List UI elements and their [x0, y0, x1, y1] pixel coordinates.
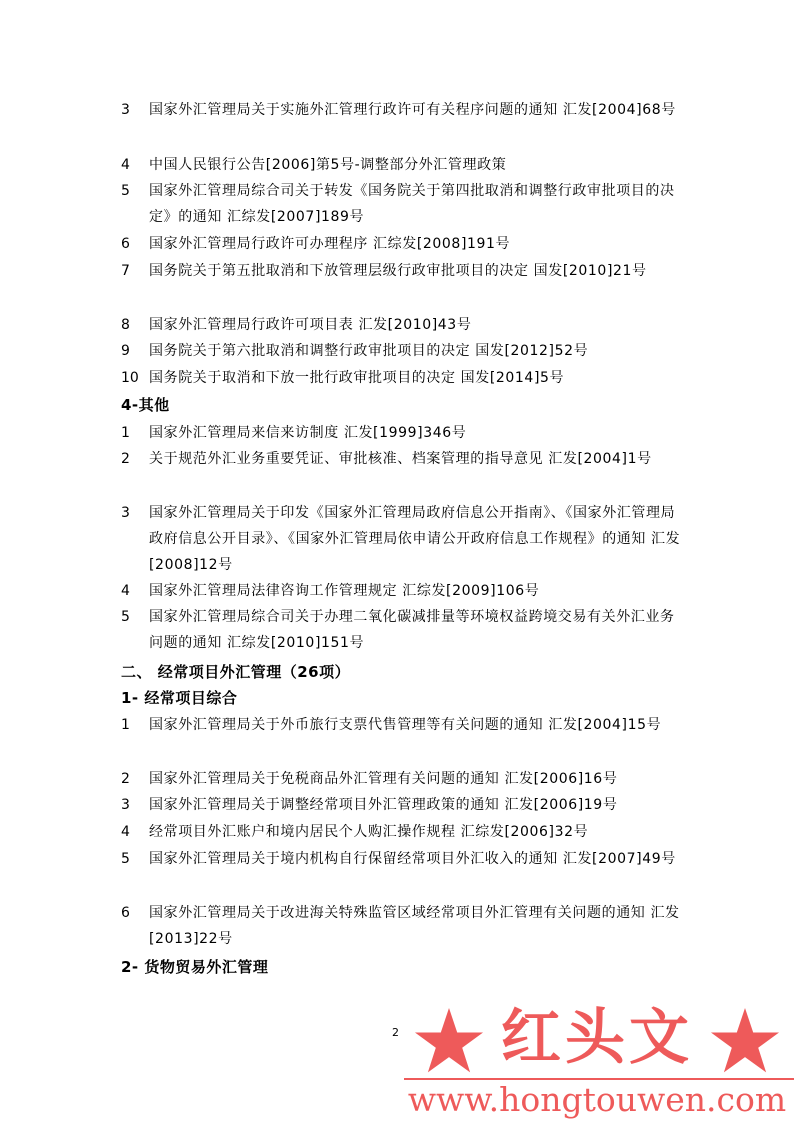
item-number: 6	[121, 905, 130, 921]
item-text: 国家外汇管理局关于改进海关特殊监管区域经常项目外汇管理有关问题的通知 汇发[2013]22号	[149, 905, 680, 947]
list-item	[121, 578, 681, 604]
item-text: 国家外汇管理局法律咨询工作管理规定 汇综发[2009]106号	[149, 583, 540, 599]
list-item	[121, 712, 681, 738]
item-text: 经常项目外汇账户和境内居民个人购汇操作规程 汇综发[2006]32号	[149, 824, 589, 840]
list-item	[121, 846, 681, 872]
watermark-title: 红头文	[501, 1003, 693, 1073]
watermark-url: www.hongtouwen.com	[407, 1080, 787, 1119]
item-text: 国家外汇管理局关于实施外汇管理行政许可有关程序问题的通知 汇发[2004]68号	[149, 102, 676, 118]
item-text: 国家外汇管理局综合司关于转发《国务院关于第四批取消和调整行政审批项目的决定》的通知 汇综发[2007]189号	[149, 183, 675, 225]
item-text: 国家外汇管理局关于印发《国家外汇管理局政府信息公开指南》、《国家外汇管理局政府信息公开目录》、《国家外汇管理局依申请公开政府信息工作规程》的通知 汇发[2008]12号	[149, 505, 681, 573]
item-text: 国家外汇管理局关于境内机构自行保留经常项目外汇收入的通知 汇发[2007]49号	[149, 851, 676, 867]
item-text: 国家外汇管理局来信来访制度 汇发[1999]346号	[149, 425, 467, 441]
list-item	[121, 258, 681, 284]
subsection-heading: 2- 货物贸易外汇管理	[121, 958, 269, 976]
item-number: 5	[121, 183, 130, 199]
item-number: 10	[121, 370, 139, 386]
item-text: 国务院关于取消和下放一批行政审批项目的决定 国发[2014]5号	[149, 370, 565, 386]
list-item	[121, 312, 681, 338]
item-number: 4	[121, 583, 130, 599]
item-number: 5	[121, 609, 130, 625]
item-text: 国家外汇管理局行政许可办理程序 汇综发[2008]191号	[149, 236, 511, 252]
section-heading: 二、 经常项目外汇管理（26项）	[121, 663, 351, 681]
list-item	[121, 500, 681, 578]
star-icon	[710, 1008, 780, 1074]
item-text: 国家外汇管理局综合司关于办理二氧化碳减排量等环境权益跨境交易有关外汇业务问题的通知 汇综发[2010]151号	[149, 609, 675, 651]
item-text: 国务院关于第五批取消和下放管理层级行政审批项目的决定 国发[2010]21号	[149, 263, 647, 279]
item-number: 7	[121, 263, 130, 279]
list-item	[121, 900, 681, 952]
list-item	[121, 231, 681, 257]
item-text: 中国人民银行公告[2006]第5号-调整部分外汇管理政策	[149, 157, 507, 173]
subsection-heading: 1- 经常项目综合	[121, 689, 238, 707]
list-item	[121, 178, 681, 230]
item-number: 5	[121, 851, 130, 867]
item-number: 3	[121, 102, 130, 118]
item-number: 6	[121, 236, 130, 252]
section-heading: 4-其他	[121, 396, 170, 414]
item-number: 3	[121, 797, 130, 813]
list-item	[121, 365, 681, 391]
item-text: 国家外汇管理局关于外币旅行支票代售管理等有关问题的通知 汇发[2004]15号	[149, 717, 662, 733]
list-item	[121, 152, 681, 178]
list-item	[121, 819, 681, 845]
item-number: 8	[121, 317, 130, 333]
item-number: 4	[121, 824, 130, 840]
page-number: 2	[392, 1026, 399, 1039]
item-number: 2	[121, 451, 130, 467]
item-number: 4	[121, 157, 130, 173]
item-text: 国务院关于第六批取消和调整行政审批项目的决定 国发[2012]52号	[149, 343, 589, 359]
list-item	[121, 792, 681, 818]
list-item	[121, 338, 681, 364]
list-item	[121, 766, 681, 792]
item-text: 国家外汇管理局行政许可项目表 汇发[2010]43号	[149, 317, 472, 333]
list-item	[121, 604, 681, 656]
item-number: 9	[121, 343, 130, 359]
list-item	[121, 446, 681, 472]
item-text: 关于规范外汇业务重要凭证、审批核准、档案管理的指导意见 汇发[2004]1号	[149, 451, 652, 467]
list-item	[121, 420, 681, 446]
item-number: 1	[121, 717, 130, 733]
watermark	[400, 1000, 794, 1123]
list-item	[121, 97, 681, 123]
item-number: 1	[121, 425, 130, 441]
item-number: 2	[121, 771, 130, 787]
item-text: 国家外汇管理局关于免税商品外汇管理有关问题的通知 汇发[2006]16号	[149, 771, 618, 787]
item-number: 3	[121, 505, 130, 521]
item-text: 国家外汇管理局关于调整经常项目外汇管理政策的通知 汇发[2006]19号	[149, 797, 618, 813]
